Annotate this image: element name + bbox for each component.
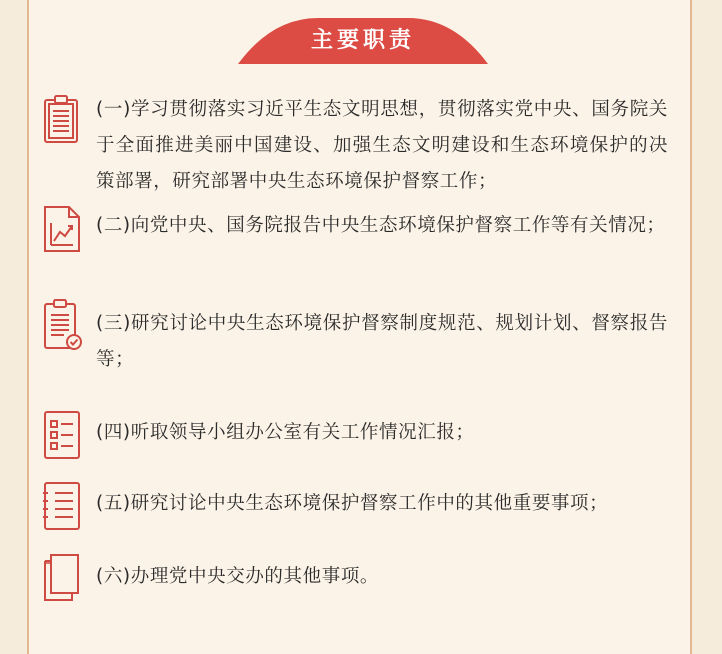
duty-text: (一)学习贯彻落实习近平生态文明思想，贯彻落实党中央、国务院关于全面推进美丽中国建设、加强生态文明建设和生态环境保护的决策部署，研究部署中央生态环境保护督察工作； — [96, 99, 668, 192]
checklist-icon — [42, 410, 82, 460]
duty-text: (六)办理党中央交办的其他事项。 — [96, 566, 380, 587]
documents-icon — [42, 553, 82, 603]
duty-text: (四)听取领导小组办公室有关工作情况汇报； — [96, 422, 475, 443]
duty-text: (三)研究讨论中央生态环境保护督察制度规范、规划计划、督察报告等； — [96, 313, 668, 370]
section-title: 主要职责 — [310, 28, 415, 53]
duty-text: (二)向党中央、国务院报告中央生态环境保护督察工作等有关情况； — [96, 215, 666, 236]
clipboard-check-icon — [42, 298, 82, 348]
duty-text: (五)研究讨论中央生态环境保护督察工作中的其他重要事项； — [96, 493, 609, 514]
list-document-icon — [42, 481, 82, 531]
section-title-tab — [238, 18, 488, 64]
clipboard-icon — [42, 94, 82, 144]
report-chart-icon — [42, 205, 82, 255]
